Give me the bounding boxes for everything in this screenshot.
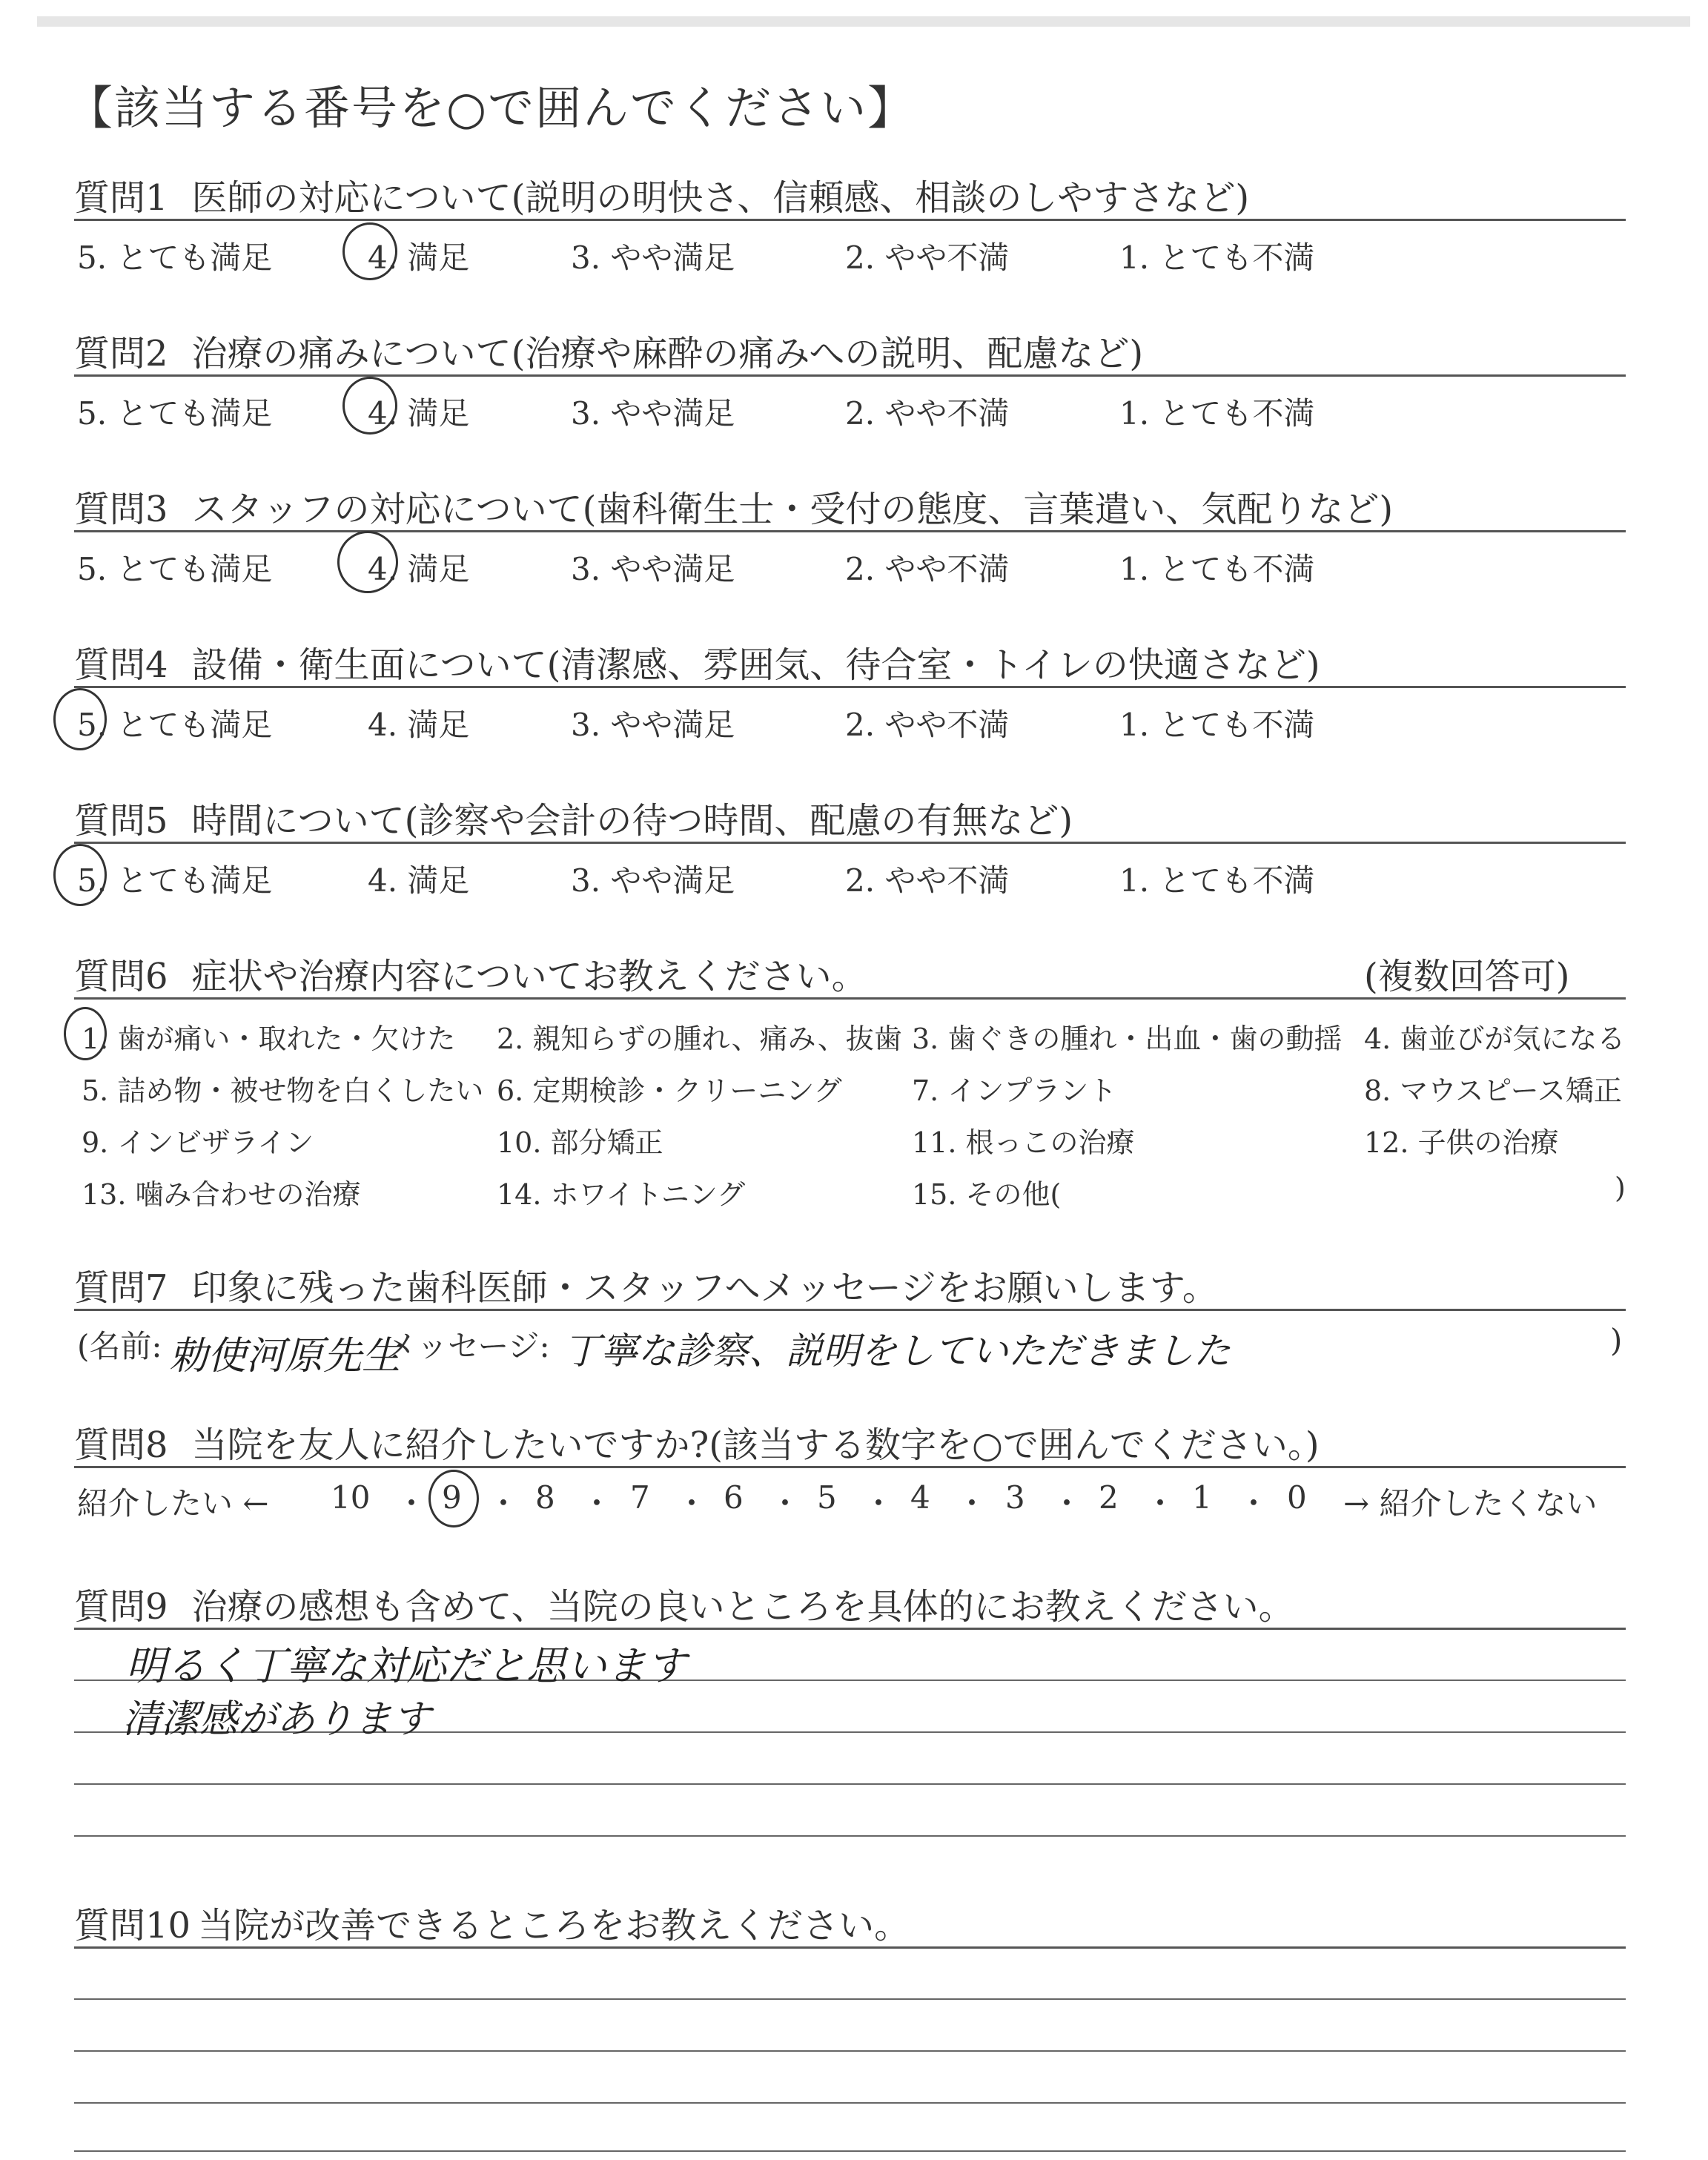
option-4[interactable]: 4. 満足 (368, 551, 470, 587)
option-4[interactable]: 4. 満足 (368, 862, 470, 899)
question-text: 印象に残った歯科医師・スタッフへメッセージをお願いします。 (191, 1267, 1218, 1309)
question-number: 質問2 (74, 333, 168, 374)
scale-dot: ・ (863, 1485, 895, 1522)
symptom-option-15[interactable]: 15. その他( (912, 1178, 1062, 1211)
scale-0[interactable]: 0 (1287, 1479, 1307, 1516)
message-handwritten[interactable]: 丁寧な診察、説明をしていただきました (563, 1330, 1231, 1373)
scale-6[interactable]: 6 (724, 1479, 744, 1516)
question-number: 質問8 (74, 1424, 168, 1466)
symptom-option-3[interactable]: 3. 歯ぐきの腫れ・出血・歯の動揺 (912, 1023, 1343, 1055)
scale-4[interactable]: 4 (910, 1479, 930, 1516)
option-5[interactable]: 5. とても満足 (77, 551, 273, 587)
question-divider (74, 1946, 1626, 1949)
scale-1[interactable]: 1 (1192, 1479, 1212, 1516)
symptom-option-11[interactable]: 11. 根っこの治療 (912, 1126, 1135, 1159)
selected-circle-mark (53, 844, 107, 906)
question-text: 症状や治療内容についてお教えください。 (191, 956, 867, 997)
option-5[interactable]: 5. とても満足 (77, 240, 273, 276)
question-number: 質問5 (74, 800, 168, 842)
answer-line (74, 2050, 1626, 2052)
scale-dot: ・ (396, 1485, 428, 1522)
symptom-option-8[interactable]: 8. マウスピース矯正 (1364, 1074, 1622, 1107)
message-close-paren: ) (1610, 1322, 1623, 1358)
question-number: 質問4 (74, 644, 168, 686)
scan-top-edge (37, 16, 1690, 27)
scale-2[interactable]: 2 (1099, 1479, 1119, 1516)
scale-dot: ・ (581, 1485, 613, 1522)
message-label: メッセージ: (385, 1328, 550, 1364)
staff-name-handwritten[interactable]: 勅使河原先生 (169, 1334, 401, 1378)
scale-dot: ・ (676, 1485, 708, 1522)
selected-circle-mark (53, 688, 107, 750)
question-divider (74, 219, 1626, 221)
question-text: 設備・衛生面について(清潔感、雰囲気、待合室・トイレの快適さなど) (191, 644, 1320, 686)
option-2[interactable]: 2. やや不満 (845, 240, 1010, 276)
question-text: 医師の対応について(説明の明快さ、信頼感、相談のしやすさなど) (191, 177, 1250, 219)
symptom-option-14[interactable]: 14. ホワイトニング (497, 1178, 746, 1211)
answer-handwritten-line-1[interactable]: 明るく丁寧な対応だと思います (126, 1642, 686, 1689)
scale-8[interactable]: 8 (535, 1479, 555, 1516)
multiple-answers-note: (複数回答可) (1364, 956, 1570, 997)
option-1[interactable]: 1. とても不満 (1119, 707, 1315, 743)
symptom-option-2[interactable]: 2. 親知らずの腫れ、痛み、抜歯 (497, 1023, 902, 1055)
recommend-right-label: → 紹介したくない (1343, 1485, 1598, 1522)
page-title: 【該当する番号を○で囲んでください】 (67, 81, 916, 135)
question-divider (74, 842, 1626, 844)
option-5[interactable]: 5. とても満足 (77, 395, 273, 432)
symptom-option-10[interactable]: 10. 部分矯正 (497, 1126, 663, 1159)
question-text: 治療の痛みについて(治療や麻酔の痛みへの説明、配慮など) (191, 333, 1144, 374)
option-2[interactable]: 2. やや不満 (845, 707, 1010, 743)
question-number: 質問7 (74, 1267, 168, 1309)
scale-dot: ・ (1238, 1485, 1270, 1522)
option-5[interactable]: 5. とても満足 (77, 862, 273, 899)
question-number: 質問6 (74, 956, 168, 997)
answer-handwritten-line-2[interactable]: 清潔感があります (122, 1697, 431, 1742)
option-3[interactable]: 3. やや満足 (571, 240, 735, 276)
question-text: 時間について(診察や会計の待つ時間、配慮の有無など) (191, 800, 1073, 842)
symptom-option-4[interactable]: 4. 歯並びが気になる (1364, 1023, 1626, 1055)
recommend-left-label: 紹介したい ← (77, 1485, 269, 1522)
option-1[interactable]: 1. とても不満 (1119, 240, 1315, 276)
symptom-option-13[interactable]: 13. 噛み合わせの治療 (82, 1178, 361, 1211)
option-1[interactable]: 1. とても不満 (1119, 551, 1315, 587)
question-divider (74, 374, 1626, 377)
name-label: (名前: (77, 1328, 162, 1364)
option-2[interactable]: 2. やや不満 (845, 395, 1010, 432)
symptom-option-6[interactable]: 6. 定期検診・クリーニング (497, 1074, 842, 1107)
answer-line (74, 1835, 1626, 1837)
question-divider (74, 1628, 1626, 1630)
option-4[interactable]: 4. 満足 (368, 707, 470, 743)
option-3[interactable]: 3. やや満足 (571, 551, 735, 587)
option-3[interactable]: 3. やや満足 (571, 862, 735, 899)
question-number: 質問9 (74, 1586, 168, 1628)
selected-circle-mark (64, 1007, 107, 1060)
symptom-option-7[interactable]: 7. インプラント (912, 1074, 1117, 1107)
option-3[interactable]: 3. やや満足 (571, 707, 735, 743)
question-number: 質問1 (74, 177, 168, 219)
scale-dot: ・ (956, 1485, 988, 1522)
option-1[interactable]: 1. とても不満 (1119, 862, 1315, 899)
scale-dot: ・ (1051, 1485, 1083, 1522)
scale-9[interactable]: 9 (442, 1479, 462, 1516)
symptom-option-12[interactable]: 12. 子供の治療 (1364, 1126, 1559, 1159)
selected-circle-mark (342, 222, 397, 280)
answer-line (74, 1998, 1626, 2000)
question-divider (74, 997, 1626, 1000)
symptom-option-1[interactable]: 1. 歯が痛い・取れた・欠けた (82, 1023, 456, 1055)
answer-line (74, 2102, 1626, 2104)
question-text: 当院が改善できるところをお教えください。 (198, 1905, 910, 1946)
question-divider (74, 1466, 1626, 1468)
question-number: 質問10 (74, 1905, 191, 1946)
question-text: スタッフの対応について(歯科衛生士・受付の態度、言葉遣い、気配りなど) (191, 489, 1394, 530)
scale-5[interactable]: 5 (817, 1479, 837, 1516)
selected-circle-mark (342, 377, 397, 435)
option-2[interactable]: 2. やや不満 (845, 862, 1010, 899)
scale-dot: ・ (488, 1485, 520, 1522)
option-1[interactable]: 1. とても不満 (1119, 395, 1315, 432)
question-divider (74, 1309, 1626, 1311)
answer-line (74, 2150, 1626, 2152)
question-text: 当院を友人に紹介したいですか?(該当する数字を○で囲んでください。) (191, 1424, 1320, 1466)
option-5[interactable]: 5. とても満足 (77, 707, 273, 743)
option-2[interactable]: 2. やや不満 (845, 551, 1010, 587)
scale-dot: ・ (769, 1485, 801, 1522)
option-4[interactable]: 4. 満足 (368, 395, 470, 432)
scale-7[interactable]: 7 (630, 1479, 650, 1516)
option-4[interactable]: 4. 満足 (368, 240, 470, 276)
selected-circle-mark (428, 1470, 479, 1527)
symptom-option-5[interactable]: 5. 詰め物・被せ物を白くしたい (82, 1074, 484, 1107)
other-close-paren: ) (1615, 1172, 1626, 1204)
question-text: 治療の感想も含めて、当院の良いところを具体的にお教えください。 (191, 1586, 1294, 1628)
question-divider (74, 686, 1626, 688)
symptom-option-9[interactable]: 9. インビザライン (82, 1126, 314, 1159)
question-divider (74, 530, 1626, 532)
question-number: 質問3 (74, 489, 168, 530)
answer-line (74, 1783, 1626, 1785)
option-3[interactable]: 3. やや満足 (571, 395, 735, 432)
scale-3[interactable]: 3 (1005, 1479, 1025, 1516)
scale-10[interactable]: 10 (331, 1479, 371, 1516)
selected-circle-mark (337, 531, 398, 593)
scale-dot: ・ (1145, 1485, 1176, 1522)
